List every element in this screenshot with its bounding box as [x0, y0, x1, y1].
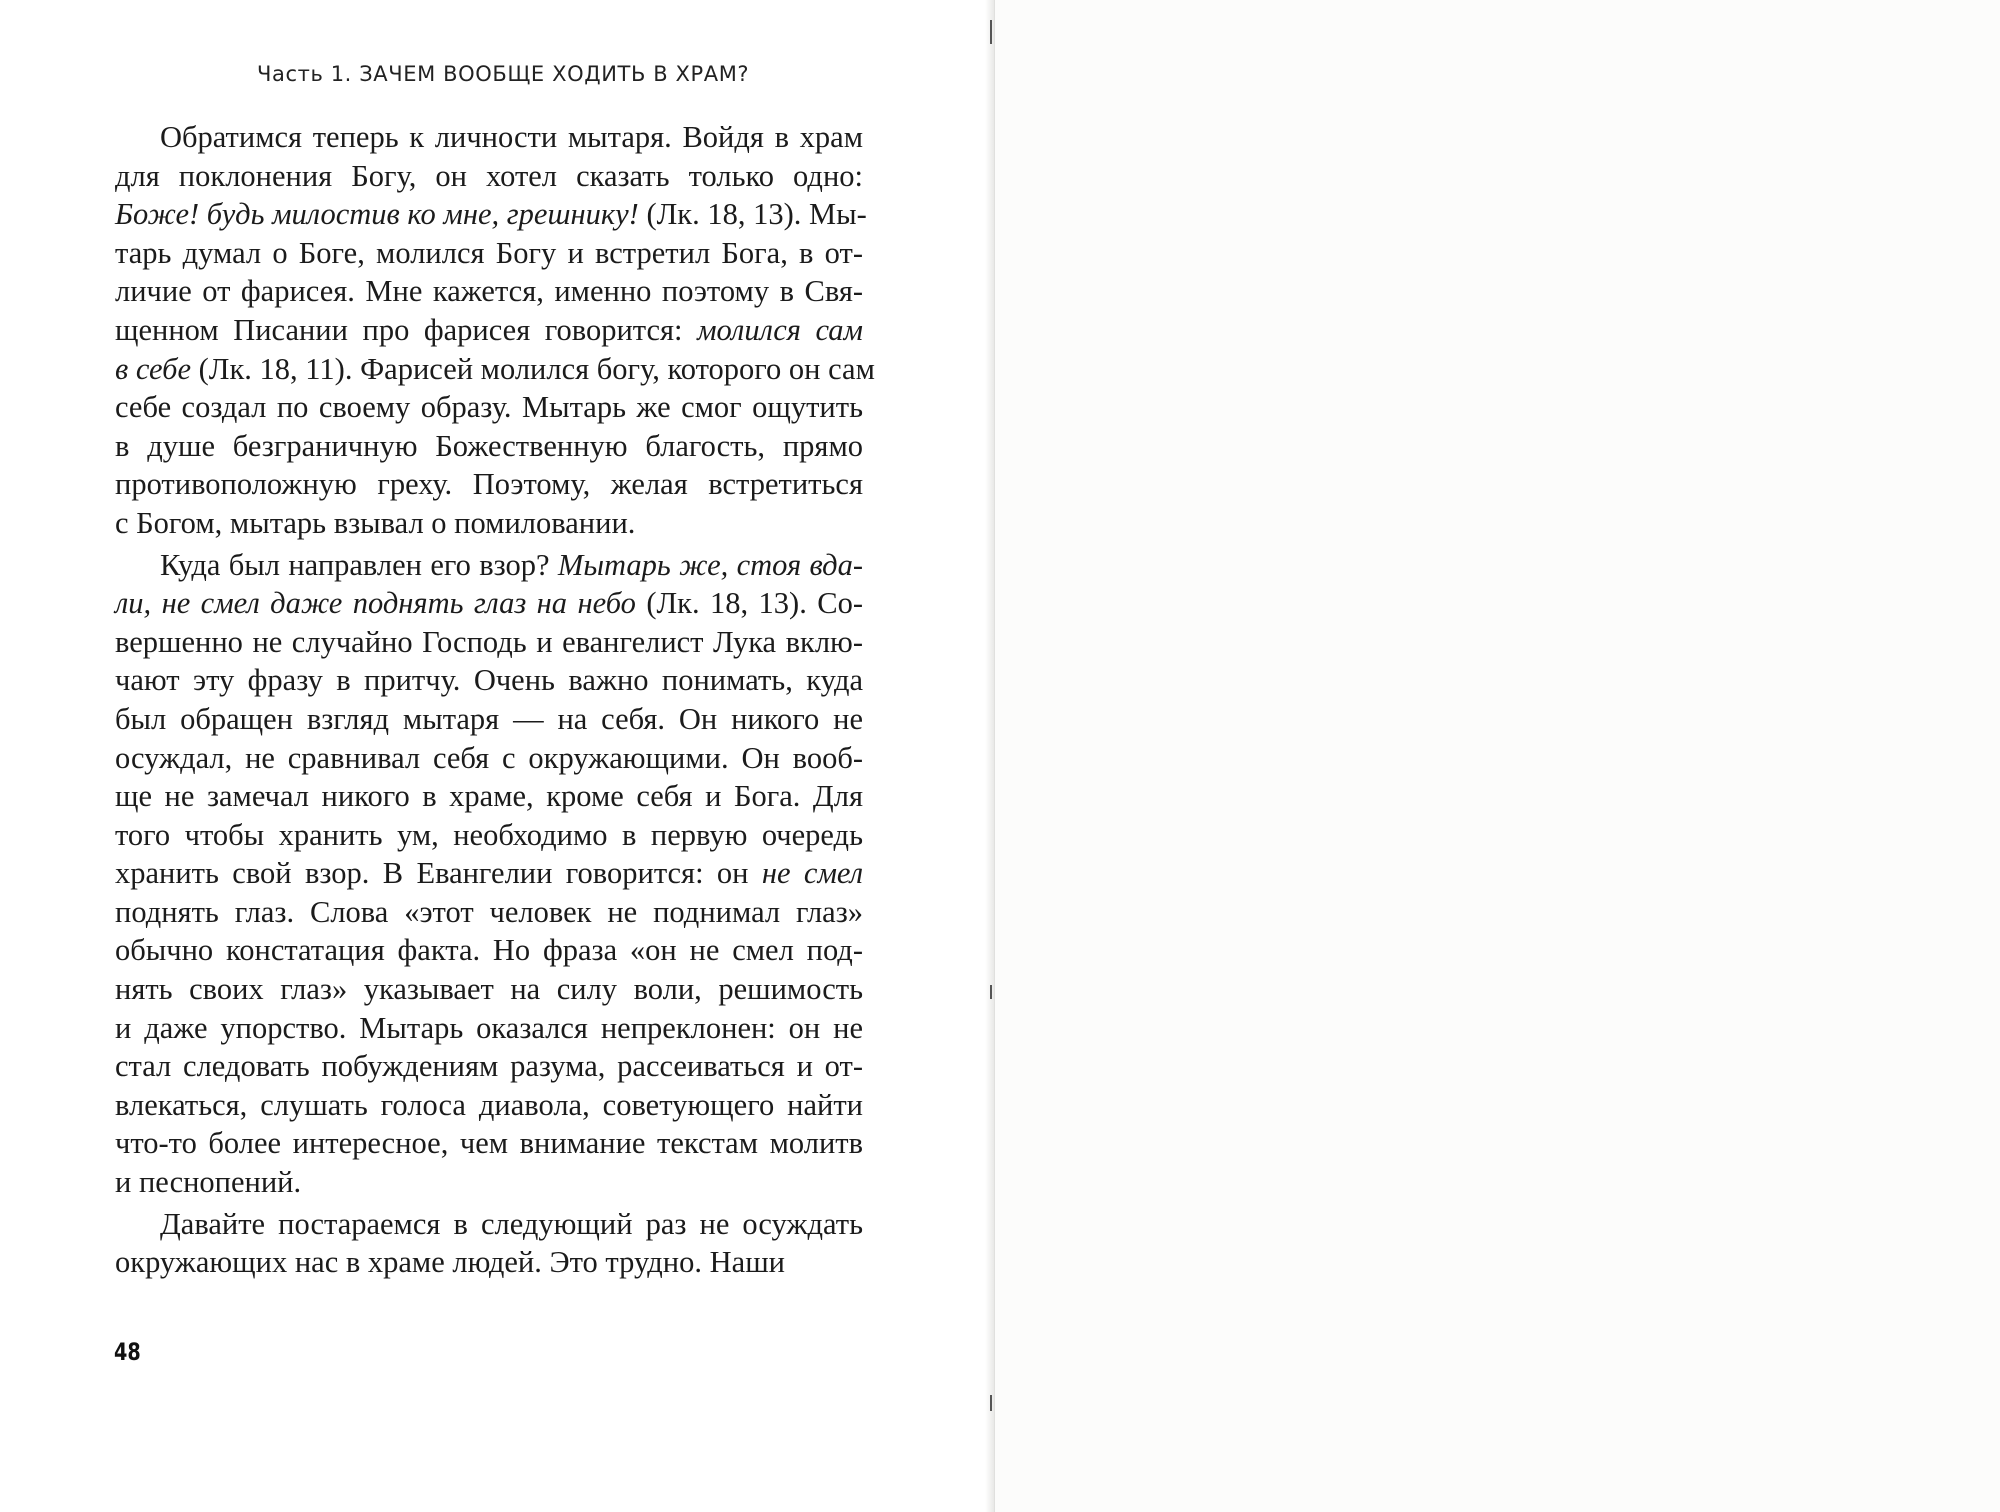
italic-quote: ли, не смел даже поднять глаз на небо [115, 586, 636, 621]
text-run: противоположную греху. Поэтому, желая встретиться [115, 467, 863, 502]
paragraph [115, 1205, 863, 1282]
text-run: с Богом, мытарь взывал о помиловании. [115, 505, 636, 540]
italic-quote: молился сам [697, 312, 863, 347]
text-line [115, 584, 863, 623]
text-line [115, 272, 863, 311]
italic-quote: Боже! будь милостив ко мне, грешнику! [115, 197, 639, 232]
text-run: окружающих нас в храме людей. Это трудно. Наши [115, 1245, 786, 1280]
text-run: был обращен взгляд мытаря — на себя. Он никого не [115, 701, 863, 736]
text-run: чают эту фразу в притчу. Очень важно понимать, куда [115, 663, 863, 698]
text-run: влекаться, слушать голоса диавола, советующего найти [115, 1087, 863, 1122]
text-run: вершенно не случайно Господь и евангелист Лука вклю- [115, 624, 863, 659]
text-line [115, 1243, 863, 1282]
italic-quote: не смел [761, 856, 863, 891]
text-run: себе создал по своему образу. Мытарь же смог ощутить [115, 390, 863, 425]
text-line [115, 118, 863, 157]
text-run: того чтобы хранить ум, необходимо в первую очередь [115, 817, 863, 852]
text-line [115, 777, 863, 816]
text-run: (Лк. 18, 13). Со- [635, 586, 864, 621]
text-run: обычно констатация факта. Но фраза «он не смел под- [115, 933, 863, 968]
text-run: личие от фарисея. Мне кажется, именно поэтому в Свя- [115, 274, 863, 309]
text-line [115, 1163, 863, 1202]
text-line [115, 1086, 863, 1125]
text-line [115, 465, 863, 504]
text-line [115, 195, 867, 234]
text-run: (Лк. 18, 11). Фарисей молился богу, которого он сам [191, 351, 875, 386]
text-line [115, 970, 863, 1009]
italic-quote: Мытарь же, стоя вда- [557, 547, 864, 582]
paragraph [115, 546, 863, 1202]
text-run: хранить свой взор. В Евангелии говорится: он [115, 856, 762, 891]
gutter-mark [990, 1395, 992, 1411]
text-run: и песнопений. [115, 1165, 302, 1200]
gutter-mark [990, 985, 992, 999]
text-run: ще не замечал никого в храме, кроме себя и Бога. Для [115, 779, 863, 814]
text-line [115, 1124, 863, 1163]
page-number: 48 [114, 1338, 141, 1366]
body-text [115, 118, 875, 1285]
text-run: стал следовать побуждениям разума, рассеиваться и от- [115, 1049, 863, 1084]
text-line [115, 623, 863, 662]
text-run: поднять глаз. Слова «этот человек не поднимал глаз» [115, 894, 863, 929]
text-run: щенном Писании про фарисея говорится: [115, 312, 698, 347]
text-line [115, 1047, 863, 1086]
left-page [0, 0, 993, 1512]
text-line [115, 854, 863, 893]
text-run: нять своих глаз» указывает на силу воли, решимость [115, 972, 863, 1007]
text-line [115, 504, 863, 543]
text-run: Куда был направлен его взор? [160, 547, 558, 582]
text-line [115, 350, 875, 389]
text-line [115, 157, 863, 196]
text-run: и даже упорство. Мытарь оказался непреклонен: он не [115, 1010, 863, 1045]
text-line [115, 1009, 863, 1048]
text-run: для поклонения Богу, он хотел сказать только одно: [115, 158, 863, 193]
text-run: в душе безграничную Божественную благость, прямо [115, 428, 863, 463]
text-line [115, 931, 863, 970]
text-run: осуждал, не сравнивал себя с окружающими. Он вооб- [115, 740, 863, 775]
text-line [115, 700, 863, 739]
text-line [115, 739, 863, 778]
text-line [115, 388, 863, 427]
text-line [115, 311, 863, 350]
right-page [995, 0, 2000, 1512]
paragraph [115, 118, 875, 543]
text-run: (Лк. 18, 13). Мы- [638, 197, 867, 232]
italic-quote: в себе [115, 351, 192, 386]
text-line [115, 661, 863, 700]
text-run: Обратимся теперь к личности мытаря. Войдя в храм [160, 120, 863, 154]
text-line [115, 1205, 863, 1244]
text-line [115, 816, 863, 855]
text-line [115, 234, 863, 273]
text-line [115, 427, 863, 466]
gutter-mark [990, 20, 992, 44]
text-line [115, 893, 863, 932]
running-head: Часть 1. ЗАЧЕМ ВООБЩЕ ХОДИТЬ В ХРАМ? [257, 62, 750, 86]
text-run: что-то более интересное, чем внимание текстам молитв [115, 1126, 863, 1161]
text-run: Давайте постараемся в следующий раз не осуждать [160, 1206, 863, 1241]
text-line [115, 546, 863, 585]
text-run: тарь думал о Боге, молился Богу и встретил Бога, в от- [115, 235, 863, 270]
